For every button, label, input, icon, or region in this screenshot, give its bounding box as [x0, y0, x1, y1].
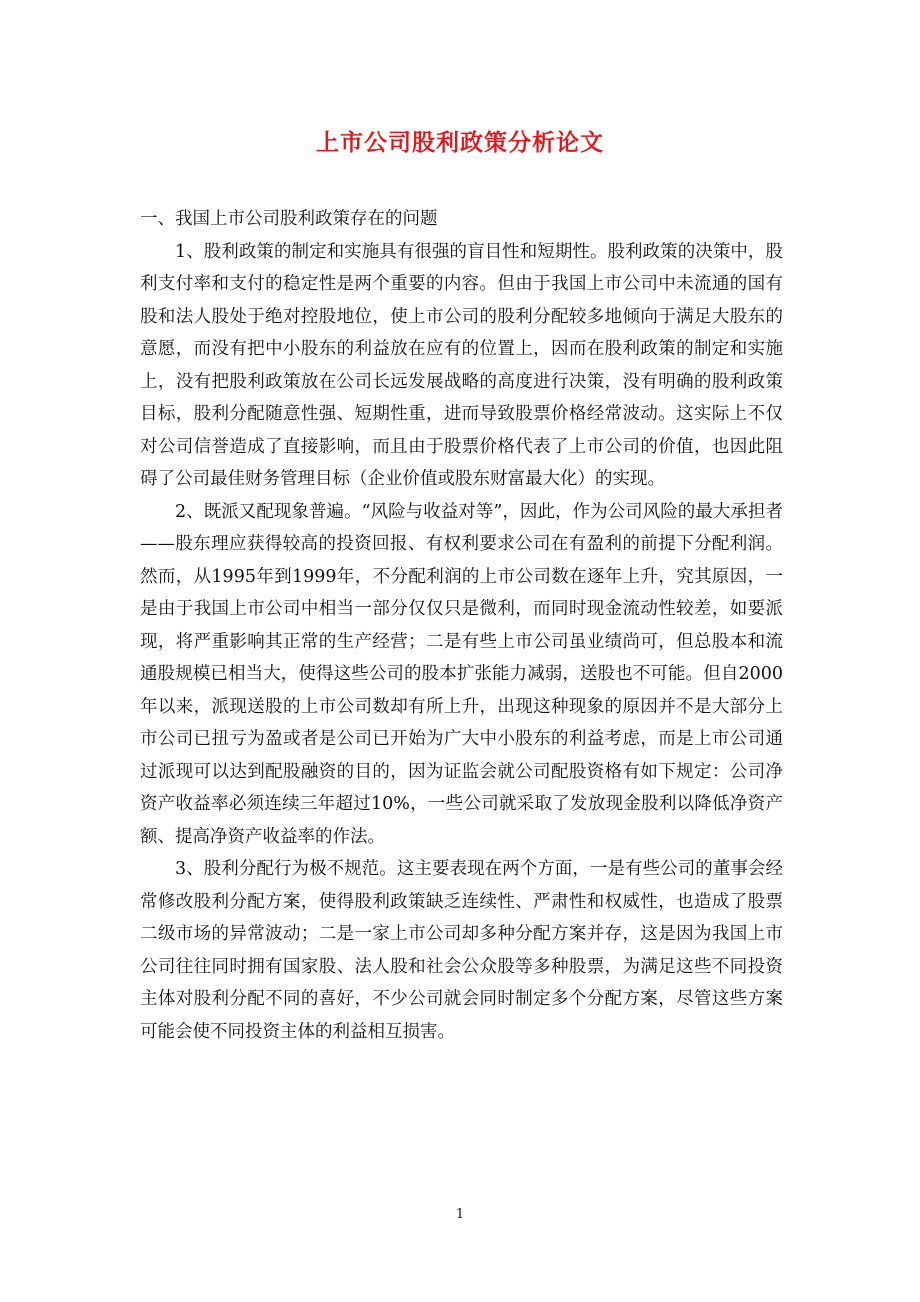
document-body [140, 203, 783, 1048]
paragraph-2: 2、既派又配现象普遍。“风险与收益对等”，因此，作为公司风险的最大承担者——股东理应获得较高的投资回报、有权利要求公司在有盈利的前提下分配利润。然而，从1995年到1999年，不分配利润的上市公司数在逐年上升，究其原因，一是由于我国上市公司中相当一部分仅仅只是微利，而同时现金流动性较差，如要派现，将严重影响其正常的生产经营；二是有些上市公司虽业绩尚可，但总股本和流通股规模已相当大，使得这些公司的股本扩张能力减弱，送股也不可能。但自2000年以来，派现送股的上市公司数却有所上升，出现这种现象的原因并不是大部分上市公司已扭亏为盈或者是公司已开始为广大中小股东的利益考虑，而是上市公司通过派现可以达到配股融资的目的，因为证监会就公司配股资格有如下规定：公司净资产收益率必须连续三年超过10%，一些公司就采取了发放现金股利以降低净资产额、提高净资产收益率的作法。 [140, 501, 783, 847]
document-title: 上市公司股利政策分析论文 [316, 129, 604, 156]
paragraph-3: 3、股利分配行为极不规范。这主要表现在两个方面，一是有些公司的董事会经常修改股利分配方案，使得股利政策缺乏连续性、严肃性和权威性，也造成了股票二级市场的异常波动；二是一家上市公司却多种分配方案并存，这是因为我国上市公司往往同时拥有国家股、法人股和社会公众股等多种股票，为满足这些不同投资主体对股利分配不同的喜好，不少公司就会同时制定多个分配方案，尽管这些方案可能会使不同投资主体的利益相互损害。 [140, 859, 783, 1042]
paragraph-1: 1、股利政策的制定和实施具有很强的盲目性和短期性。股利政策的决策中，股利支付率和支付的稳定性是两个重要的内容。但由于我国上市公司中未流通的国有股和法人股处于绝对控股地位，使上市公司的股利分配较多地倾向于满足大股东的意愿，而没有把中小股东的利益放在应有的位置上，因而在股利政策的制定和实施上，没有把股利政策放在公司长远发展战略的高度进行决策，没有明确的股利政策目标，股利分配随意性强、短期性重，进而导致股票价格经常波动。这实际上不仅对公司信誉造成了直接影响，而且由于股票价格代表了上市公司的价值，也因此阻碍了公司最佳财务管理目标（企业价值或股东财富最大化）的实现。 [140, 241, 783, 489]
section-heading: 一、我国上市公司股利政策存在的问题 [140, 209, 438, 229]
page-number: 1 [455, 1207, 465, 1222]
